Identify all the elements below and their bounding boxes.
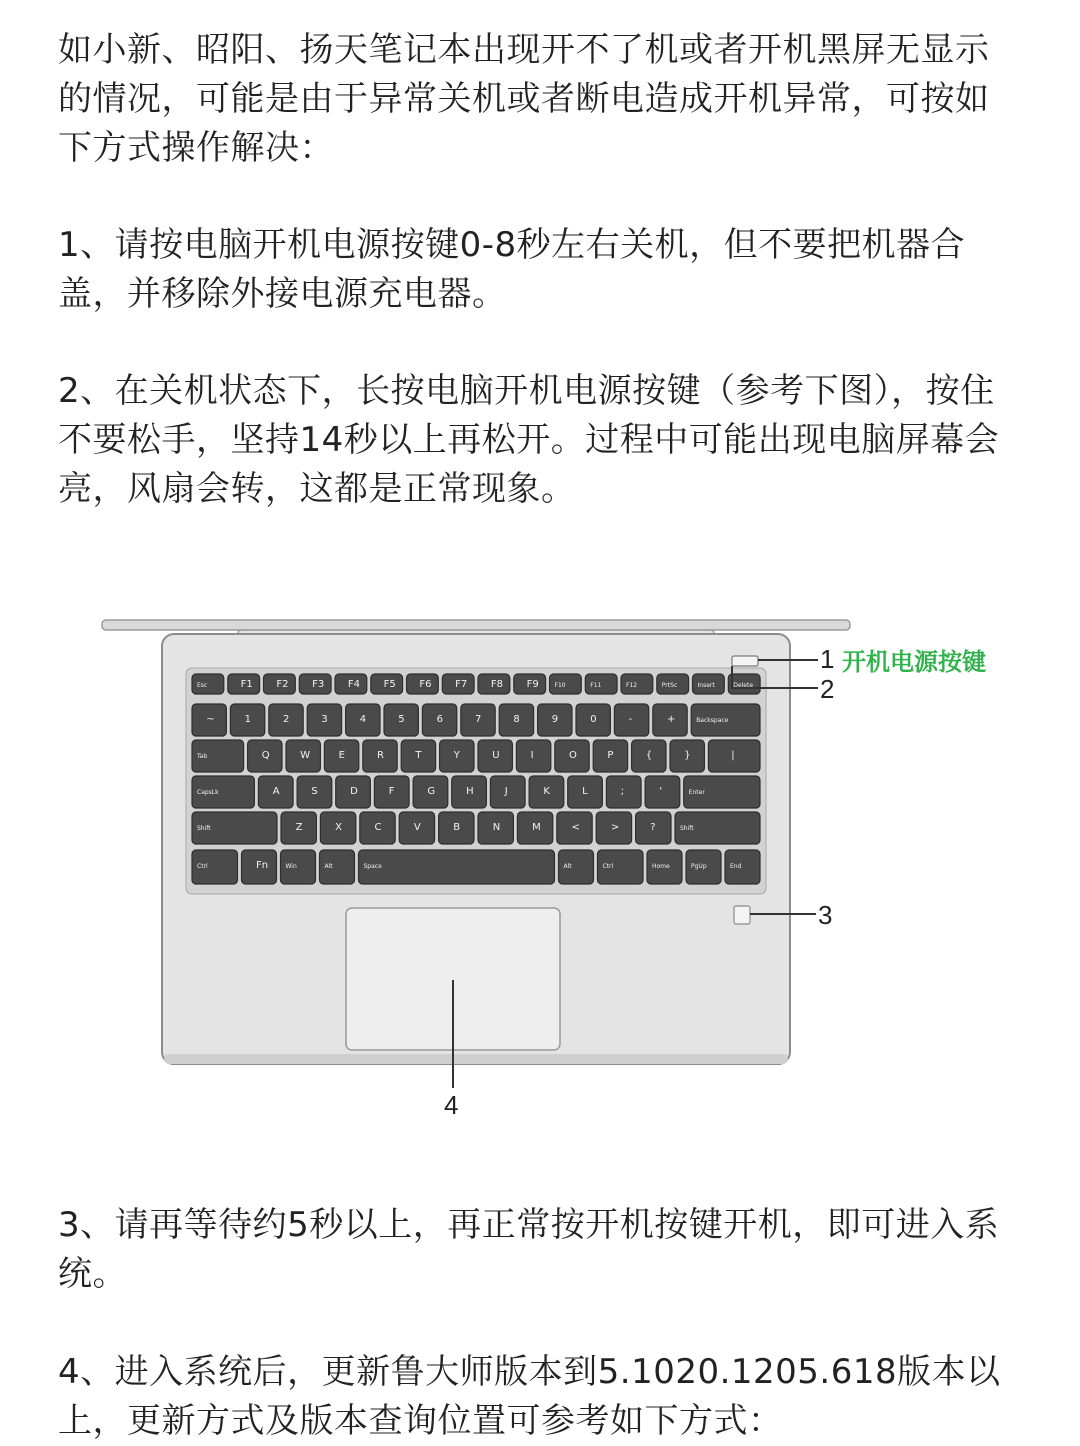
key-label: I: [530, 750, 534, 761]
power-button: [732, 656, 758, 666]
key-label: L: [582, 786, 588, 797]
fingerprint-reader: [734, 906, 750, 924]
key-label: >: [610, 822, 620, 833]
key-label: -: [628, 714, 633, 725]
key-label: Win: [285, 863, 297, 870]
key-label: O: [569, 750, 577, 761]
key-label: +: [667, 714, 676, 725]
key-label: B: [453, 822, 461, 833]
key-label: 4: [359, 714, 367, 725]
key-label: G: [427, 786, 436, 797]
key-label: W: [300, 750, 311, 761]
step-3-paragraph: 3、请再等待约5秒以上，再正常按开机按键开机，即可进入系统。: [58, 1205, 1000, 1294]
key-label: F7: [455, 679, 468, 690]
key-label: }: [684, 750, 691, 761]
key--3-11: [645, 776, 680, 808]
key-label: M: [532, 822, 541, 833]
key-label: C: [374, 822, 382, 833]
key-label: {: [645, 750, 653, 761]
key-label: E: [338, 750, 345, 761]
key-label: 7: [475, 714, 482, 725]
key-label: Ctrl: [602, 863, 614, 870]
key-label: N: [492, 822, 501, 833]
key-label: K: [543, 786, 550, 797]
key-label: P: [607, 750, 614, 761]
key-label: 6: [436, 714, 443, 725]
callout-1-number: 1: [820, 644, 835, 674]
laptop-screen-edge: [102, 620, 850, 630]
key-label: Alt: [563, 863, 572, 870]
key-label: X: [335, 822, 342, 833]
key-i-2-8: [516, 740, 550, 772]
key-label: F6: [419, 679, 432, 690]
key-label: |: [731, 750, 735, 761]
key-label: R: [377, 750, 384, 761]
key-label: End: [730, 863, 742, 870]
key-label: CapsLk: [197, 789, 219, 796]
key-label: F3: [312, 679, 325, 690]
key-label: ': [659, 786, 663, 797]
key-label: Ctrl: [197, 863, 208, 870]
key-label: 3: [321, 714, 328, 725]
step-4-paragraph: 4、进入系统后，更新鲁大师版本到5.1020.1205.618版本以上，更新方式及版本查询位置可参考如下方式：: [58, 1352, 1001, 1441]
callout-3-number: 3: [818, 900, 833, 930]
key-label: 9: [551, 714, 559, 725]
key-label: ;: [620, 786, 625, 797]
key-label: Y: [453, 750, 460, 761]
key-label: Insert: [697, 682, 715, 689]
key-label: V: [413, 822, 421, 833]
key-label: F2: [276, 679, 289, 690]
step-1-paragraph: 1、请按电脑开机电源按键0-8秒左右关机，但不要把机器合盖，并移除外接电源充电器。: [58, 225, 966, 314]
key-label: PrtSc: [661, 682, 678, 689]
key-label: D: [350, 786, 358, 797]
callout-1-label: 开机电源按键: [842, 648, 986, 676]
key-label: 5: [398, 714, 405, 725]
key-label: Z: [295, 822, 303, 833]
key-label: Tab: [197, 753, 208, 760]
key-label: F8: [490, 679, 504, 690]
key-label: F12: [626, 682, 638, 689]
key-label: Q: [261, 750, 270, 761]
key-label: Backspace: [696, 717, 729, 724]
key-space-5-4: [359, 850, 555, 884]
intro-paragraph: 如小新、昭阳、扬天笔记本出现开不了机或者开机黑屏无显示的情况，可能是由于异常关机或者断电造成开机异常，可按如下方式操作解决：: [58, 30, 990, 168]
key-label: A: [272, 786, 280, 797]
key-label: Shift: [680, 825, 694, 832]
key-label: <: [571, 822, 580, 833]
laptop-base-shadow: [164, 1054, 788, 1064]
key-label: Space: [363, 863, 382, 870]
key-label: Enter: [688, 789, 705, 796]
key-j-3-7: [490, 776, 525, 808]
key-label: 0: [590, 714, 597, 725]
key-label: J: [504, 786, 508, 797]
key-label: F11: [590, 682, 602, 689]
key-label: Alt: [324, 863, 333, 870]
key-label: 8: [513, 714, 520, 725]
key-label: Esc: [197, 682, 208, 689]
key-label: 1: [244, 714, 251, 725]
callout-4-number: 4: [444, 1090, 459, 1120]
key-label: ~: [206, 714, 215, 725]
key-label: H: [466, 786, 474, 797]
key-label: ?: [650, 822, 656, 833]
key-label: T: [415, 750, 422, 761]
callout-2-number: 2: [820, 674, 835, 704]
laptop-diagram: [96, 608, 1036, 1128]
key-label: 2: [283, 714, 290, 725]
key-label: PgUp: [691, 863, 707, 870]
step-2-paragraph: 2、在关机状态下，长按电脑开机电源按键（参考下图），按住不要松手，坚持14秒以上再松开。过程中可能出现电脑屏幕会亮，风扇会转，这都是正常现象。: [58, 371, 1000, 509]
key-label: F4: [347, 679, 361, 690]
key-label: F9: [526, 679, 539, 690]
key-label: U: [492, 750, 500, 761]
key-label: Home: [652, 863, 670, 870]
key-label: Shift: [197, 825, 211, 832]
key-label: F1: [240, 679, 253, 690]
key-label: S: [311, 786, 318, 797]
key-label: F10: [554, 682, 566, 689]
key-label: Fn: [256, 860, 269, 871]
key-label: Delete: [733, 682, 754, 689]
key-label: F5: [383, 679, 396, 690]
key-label: F: [388, 786, 395, 797]
